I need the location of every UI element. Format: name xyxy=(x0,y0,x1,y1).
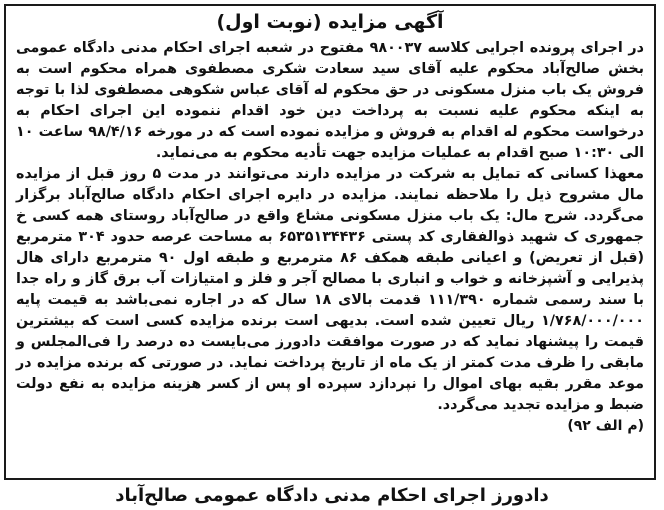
notice-title: آگهی مزایده (نوبت اول) xyxy=(216,11,444,33)
auction-notice xyxy=(4,4,656,480)
signature-line: دادورز اجرای احکام مدنی دادگاه عمومی صالح‌آباد xyxy=(115,485,549,506)
notice-body xyxy=(6,38,654,416)
notice-paragraph-2: معهذا کسانی که تمایل به شرکت در مزایده دارند می‌توانند در مدت ۵ روز قبل از مزایده مال مشروح ذیل را ملاحظه نمایند. مزایده در دایره اجرای احکام دادگاه صالح‌آباد برگزار می‌گردد. شرح مال: یک باب منزل مسکونی مشاع واقع در صالح‌آباد روستای همه کسی خ جمهوری ک شهید ذوالفقاری کد پستی ۶۵۳۵۱۳۴۴۳۶ به مساحت عرصه حدود ۳۰۴ مترمربع (قبل از تعریض) و اعیانی طبقه همکف ۸۶ مترمربع و طبقه اول ۹۰ مترمربع دارای هال پذیرایی و آشپزخانه و خواب و انباری با مصالح آجر و فلز و امتیازات آب برق گاز و راه جدا با سند رسمی شماره ۱۱۱/۳۹۰ قدمت بالای ۱۸ سال که در اجاره نمی‌باشد به قیمت پایه ۱/۷۶۸/۰۰۰/۰۰۰ ریال تعیین شده است. بدیهی است برنده مزایده کسی است که بیشترین قیمت را پیشنهاد نماید که در صورت موافقت دادورز می‌بایست ده درصد را فی‌المجلس و مابقی را ظرف مدت کمتر از یک ماه از تاریخ پرداخت نماید. در صورتی که برنده مزایده در موعد مقرر بقیه بهای اموال را نپردازد سپرده او پس از کسر هزینه مزایده به نفع دولت ضبط و مزایده تجدید می‌گردد. xyxy=(16,166,645,413)
notice-reference: (م الف ۹۲) xyxy=(567,418,644,434)
notice-paragraph-1: در اجرای پرونده اجرایی کلاسه ۹۸۰۰۳۷ مفتوح در شعبه اجرای احکام مدنی دادگاه عمومی بخش صالح‌آباد محکوم علیه آقای سید سعادت شکری مصطفوی همراه محکوم است به فروش یک باب منزل مسکونی در حق محکوم له آقای عباس شکوهی مصطفوی لذا با توجه به اینکه محکوم علیه نسبت به پرداخت دین خود اقدام ننموده این اجرای احکام به درخواست محکوم له اقدام به فروش و مزایده نموده است که در مورخه ۹۸/۴/۱۶ ساعت ۱۰ الی ۱۰:۳۰ صبح اقدام به عملیات مزایده جهت تأدیه محکوم به می‌نماید. xyxy=(16,40,644,161)
